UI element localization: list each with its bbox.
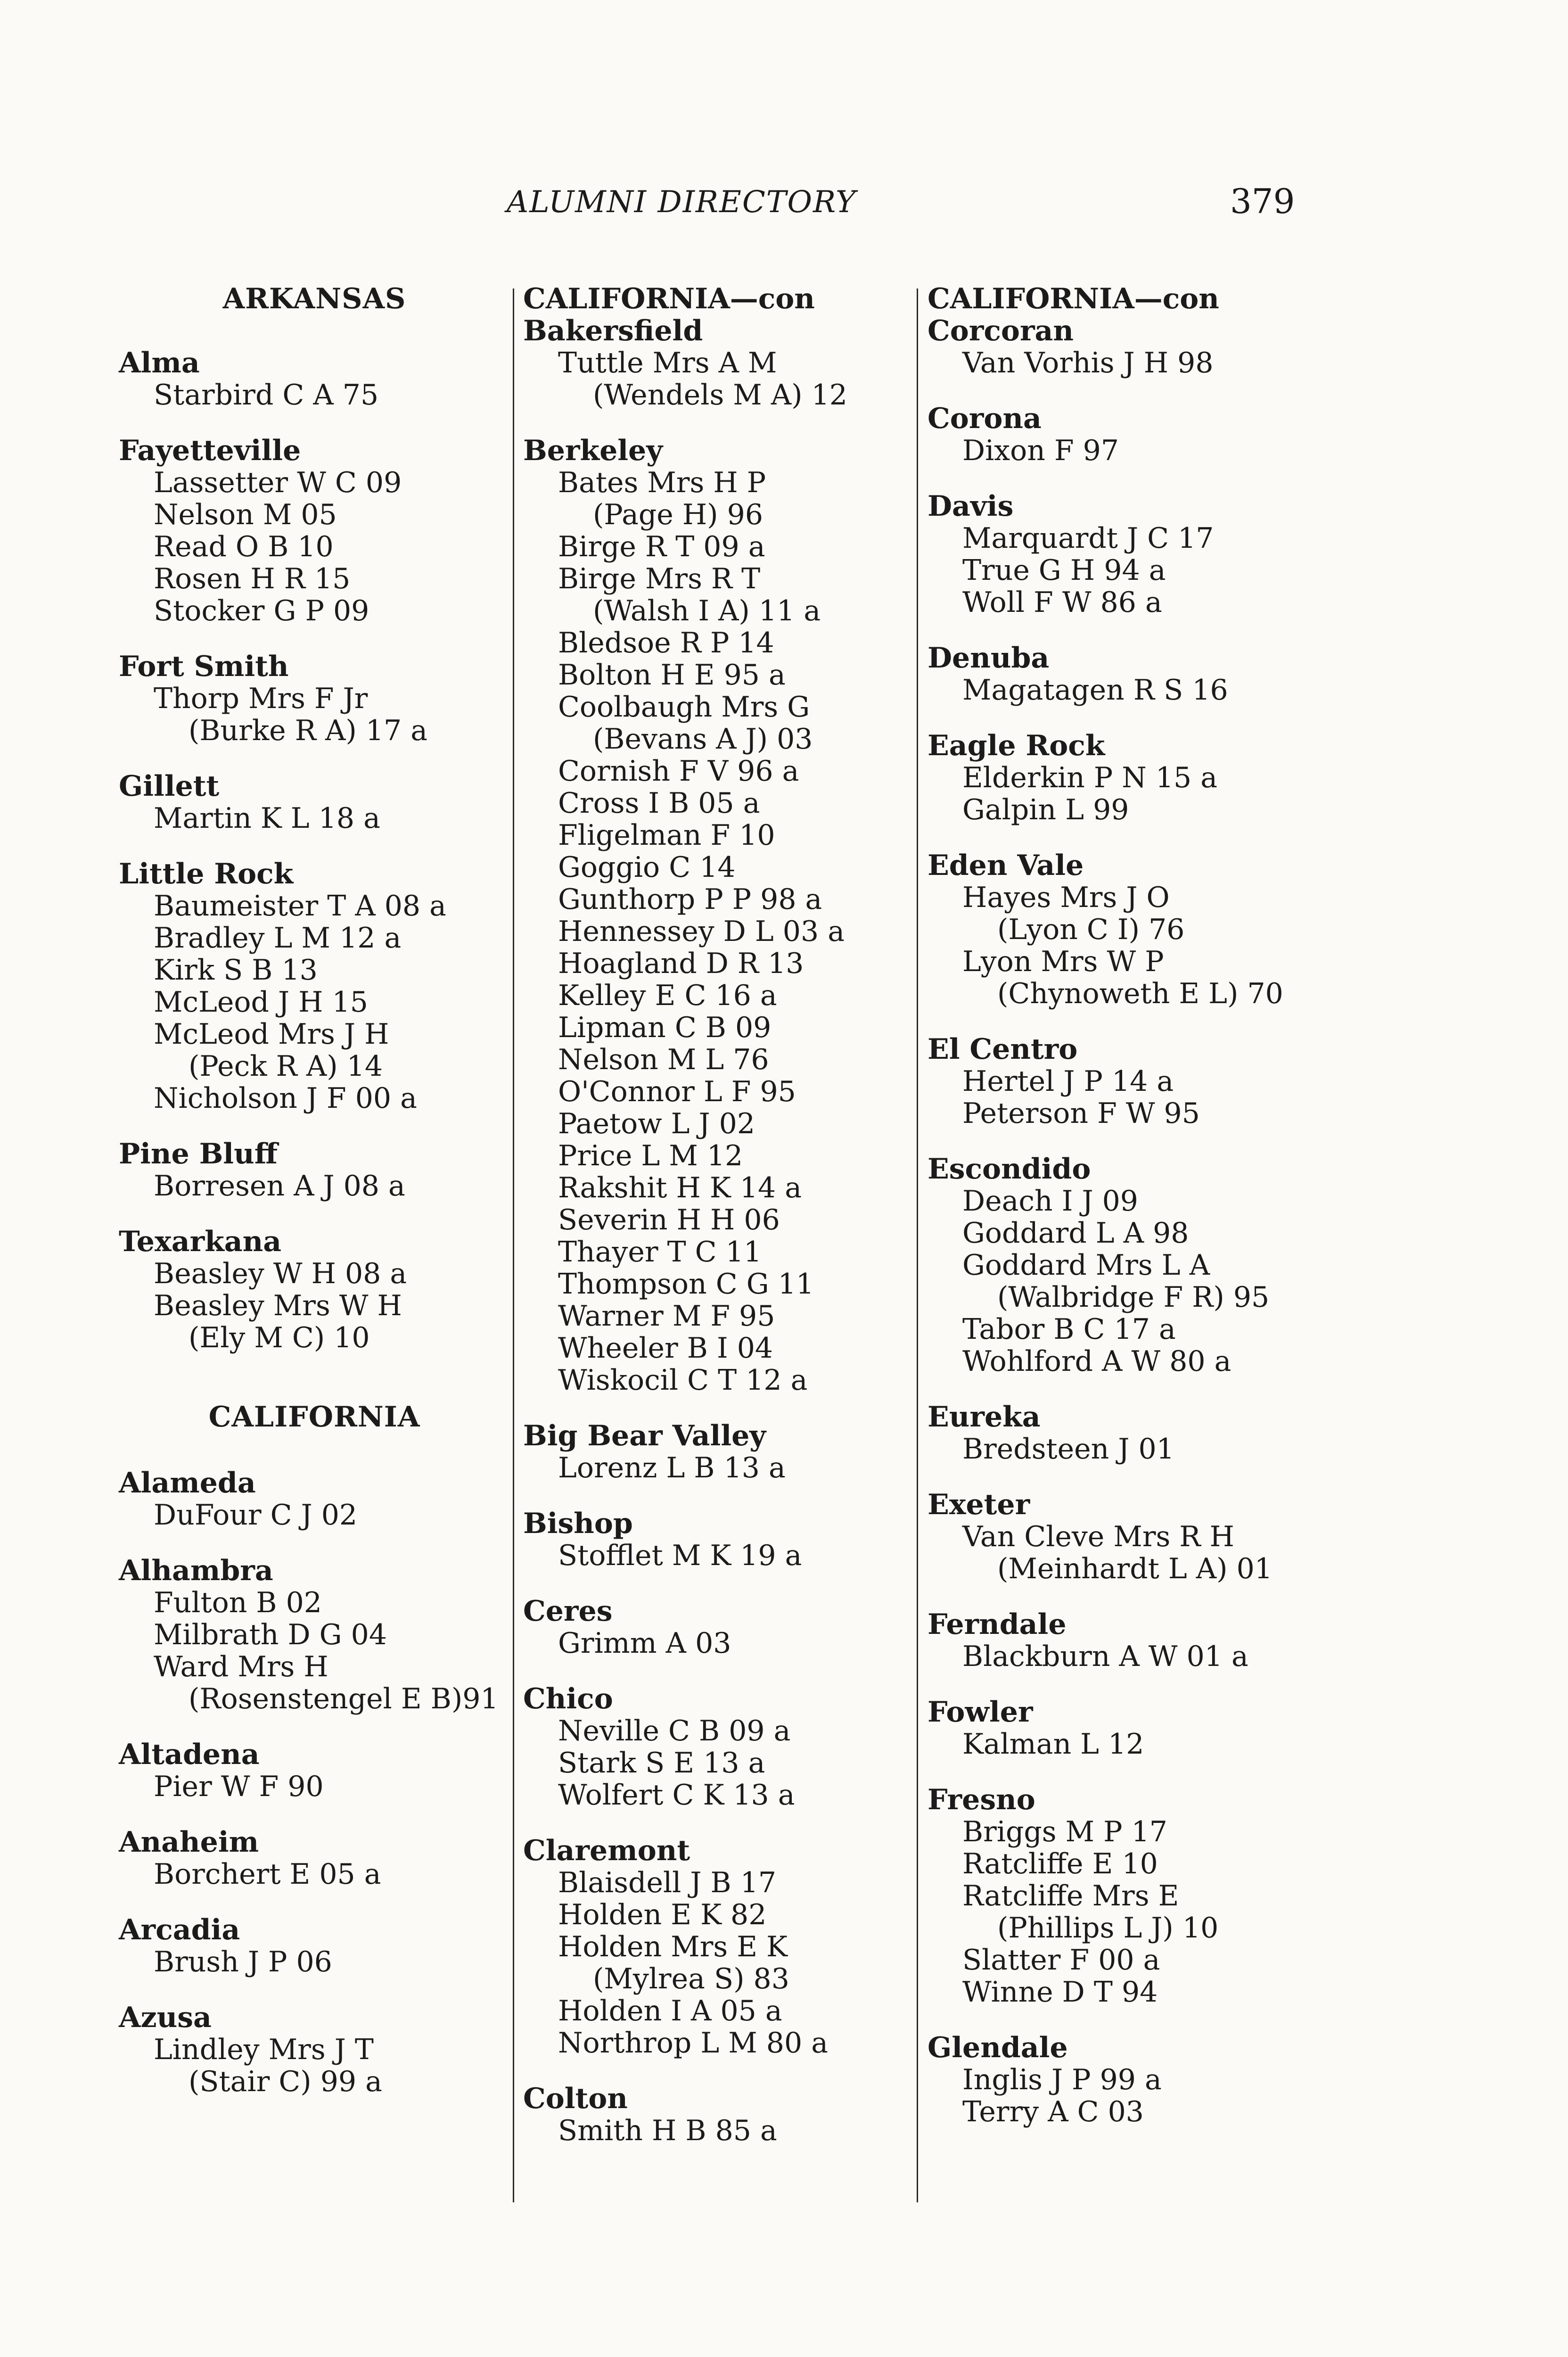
entry-maiden-name: (Phillips L J) 10	[997, 1912, 1219, 1945]
city-block	[119, 1467, 510, 1531]
city-name: Ferndale	[928, 1608, 1067, 1641]
directory-entry	[928, 1065, 1352, 1097]
directory-entry	[523, 2115, 910, 2147]
directory-entry	[119, 563, 510, 595]
entry-name: Holden I A 05 a	[558, 1994, 782, 2027]
city-name: Fort Smith	[119, 650, 289, 683]
city-name: Texarkana	[119, 1225, 282, 1258]
city-block	[119, 1555, 510, 1715]
entry-name: Gunthorp P P 98 a	[558, 883, 822, 916]
directory-column-3	[928, 283, 1352, 2151]
entry-name: Severin H H 06	[558, 1203, 780, 1236]
directory-entry	[928, 1728, 1352, 1760]
entry-name: Kirk S B 13	[154, 954, 318, 987]
directory-entry	[523, 1747, 910, 1779]
directory-entry	[523, 1452, 910, 1484]
city-block	[119, 347, 510, 411]
city-block	[119, 858, 510, 1114]
directory-entry	[928, 1433, 1352, 1465]
directory-entry	[523, 1715, 910, 1747]
city-block	[119, 1914, 510, 1978]
directory-entry	[928, 1313, 1352, 1345]
directory-entry	[928, 1185, 1352, 1217]
directory-entry	[928, 674, 1352, 706]
entry-name: Blaisdell J B 17	[558, 1866, 777, 1899]
city-name: Exeter	[928, 1488, 1030, 1521]
entry-name: Fulton B 02	[154, 1586, 322, 1619]
entry-name: Nelson M 05	[154, 498, 337, 531]
entry-maiden-name: (Ely M C) 10	[189, 1321, 370, 1354]
entry-maiden-name: (Bevans A J) 03	[593, 723, 813, 756]
entry-name: Deach I J 09	[962, 1185, 1138, 1218]
entry-name: Borchert E 05 a	[154, 1858, 381, 1891]
entry-name: Lipman C B 09	[558, 1011, 772, 1044]
directory-entry	[523, 1332, 910, 1364]
entry-name: Lassetter W C 09	[154, 466, 402, 499]
entry-maiden-name: (Walbridge F R) 95	[997, 1281, 1270, 1314]
directory-entry	[523, 915, 910, 948]
entry-maiden-name: (Mylrea S) 83	[593, 1962, 789, 1995]
directory-entry	[119, 986, 510, 1018]
entry-name: Marquardt J C 17	[962, 522, 1214, 555]
city-block	[928, 730, 1352, 826]
directory-entry	[523, 531, 910, 563]
directory-entry	[119, 954, 510, 986]
entry-name: Brush J P 06	[154, 1945, 332, 1978]
directory-entry	[928, 2096, 1352, 2128]
entry-name: Martin K L 18 a	[154, 802, 380, 835]
city-block	[928, 1153, 1352, 1377]
city-block	[928, 1784, 1352, 2008]
entry-maiden-name: (Rosenstengel E B)91	[189, 1682, 499, 1715]
city-block	[928, 1489, 1352, 1585]
entry-name: Stofflet M K 19 a	[558, 1539, 802, 1572]
city-name: Eureka	[928, 1401, 1041, 1434]
directory-entry	[928, 946, 1352, 1010]
directory-entry	[928, 1816, 1352, 1848]
city-block	[523, 1595, 910, 1659]
directory-entry	[523, 1364, 910, 1396]
directory-entry	[119, 890, 510, 922]
entry-name: Lorenz L B 13 a	[558, 1451, 786, 1484]
entry-name: Read O B 10	[154, 530, 334, 563]
column-divider	[917, 288, 918, 2202]
directory-entry	[119, 1290, 510, 1354]
entry-maiden-name: (Peck R A) 14	[189, 1050, 383, 1083]
directory-entry	[119, 499, 510, 531]
entry-name: Tuttle Mrs A M	[558, 346, 777, 379]
directory-entry	[928, 1249, 1352, 1313]
directory-entry	[523, 691, 910, 755]
entry-name: Van Vorhis J H 98	[962, 346, 1214, 379]
entry-name: Beasley W H 08 a	[154, 1257, 407, 1290]
city-block	[928, 490, 1352, 618]
directory-entry	[119, 1651, 510, 1715]
entry-name: Bradley L M 12 a	[154, 922, 402, 955]
city-block	[523, 315, 910, 411]
directory-entry	[523, 1204, 910, 1236]
entry-name: True G H 94 a	[962, 554, 1166, 587]
directory-entry	[523, 1931, 910, 1995]
entry-name: Thayer T C 11	[558, 1236, 762, 1269]
entry-name: Rosen H R 15	[154, 562, 351, 595]
entry-name: Rakshit H K 14 a	[558, 1171, 802, 1204]
directory-entry	[523, 2027, 910, 2059]
city-name: Fresno	[928, 1783, 1035, 1816]
entry-name: Beasley Mrs W H	[154, 1289, 402, 1322]
directory-entry	[523, 1012, 910, 1044]
city-name: Glendale	[928, 2031, 1068, 2064]
entry-name: Lyon Mrs W P	[962, 945, 1164, 978]
city-block	[523, 2083, 910, 2147]
directory-entry	[523, 948, 910, 980]
entry-name: Winne D T 94	[962, 1976, 1158, 2009]
city-name: Bishop	[523, 1507, 633, 1540]
entry-name: Blackburn A W 01 a	[962, 1640, 1248, 1673]
entry-name: Wohlford A W 80 a	[962, 1345, 1231, 1378]
entry-name: Price L M 12	[558, 1139, 743, 1172]
entry-name: Bolton H E 95 a	[558, 659, 786, 692]
directory-entry	[119, 1170, 510, 1202]
city-name: Arcadia	[119, 1913, 240, 1946]
directory-entry	[928, 1217, 1352, 1249]
city-block	[119, 1739, 510, 1803]
city-block	[119, 1138, 510, 1202]
city-block	[523, 1508, 910, 1572]
city-name: Eagle Rock	[928, 729, 1105, 762]
directory-entry	[523, 1540, 910, 1572]
entry-name: Stark S E 13 a	[558, 1747, 765, 1780]
entry-name: Thompson C G 11	[558, 1268, 814, 1301]
city-name: Corona	[928, 402, 1042, 435]
directory-entry	[928, 1640, 1352, 1673]
city-name: Ceres	[523, 1595, 613, 1628]
directory-entry	[928, 762, 1352, 794]
directory-entry	[523, 467, 910, 531]
entry-maiden-name: (Walsh I A) 11 a	[593, 594, 821, 627]
directory-entry	[523, 883, 910, 915]
directory-entry	[119, 1258, 510, 1290]
entry-name: Cornish F V 96 a	[558, 755, 799, 788]
directory-entry	[928, 1097, 1352, 1129]
entry-name: Milbrath D G 04	[154, 1618, 387, 1651]
entry-name: McLeod J H 15	[154, 986, 368, 1019]
entry-name: Dixon F 97	[962, 434, 1119, 467]
entry-name: Borresen A J 08 a	[154, 1170, 405, 1203]
entry-name: Wiskocil C T 12 a	[558, 1364, 808, 1397]
city-name: El Centro	[928, 1033, 1078, 1066]
directory-entry	[523, 1867, 910, 1899]
entry-name: Nicholson J F 00 a	[154, 1082, 417, 1115]
city-block	[928, 1033, 1352, 1129]
entry-name: Briggs M P 17	[962, 1815, 1167, 1848]
entry-name: Lindley Mrs J T	[154, 2033, 374, 2066]
entry-name: Wheeler B I 04	[558, 1332, 773, 1365]
directory-entry	[523, 1300, 910, 1332]
directory-column-2	[523, 283, 910, 2170]
directory-entry	[928, 347, 1352, 379]
entry-name: Nelson M L 76	[558, 1043, 769, 1076]
entry-name: Ratcliffe E 10	[962, 1847, 1158, 1880]
entry-name: Ratcliffe Mrs E	[962, 1879, 1179, 1912]
directory-entry	[928, 882, 1352, 946]
city-name: Alhambra	[119, 1554, 273, 1587]
entry-maiden-name: (Lyon C I) 76	[997, 913, 1185, 946]
page-number: 379	[1230, 181, 1295, 221]
city-name: Bakersfield	[523, 314, 703, 347]
city-block	[119, 1226, 510, 1354]
entry-name: Grimm A 03	[558, 1627, 731, 1660]
entry-name: Starbird C A 75	[154, 379, 379, 412]
entry-name: Kalman L 12	[962, 1728, 1144, 1761]
city-name: Little Rock	[119, 857, 294, 890]
directory-entry	[928, 1345, 1352, 1377]
directory-entry	[523, 659, 910, 691]
city-name: Escondido	[928, 1153, 1091, 1186]
directory-entry	[523, 347, 910, 411]
entry-name: Terry A C 03	[962, 2095, 1144, 2128]
city-name: Gillett	[119, 770, 220, 803]
directory-entry	[119, 467, 510, 499]
city-name: Fayetteville	[119, 434, 301, 467]
directory-entry	[523, 1076, 910, 1108]
city-name: Eden Vale	[928, 849, 1084, 882]
city-name: Azusa	[119, 2001, 212, 2034]
state-heading: CALIFORNIA	[208, 1401, 420, 1434]
directory-entry	[523, 1899, 910, 1931]
city-block	[523, 1420, 910, 1484]
entry-name: Stocker G P 09	[154, 594, 369, 627]
city-block	[119, 2002, 510, 2098]
city-block	[523, 1683, 910, 1811]
entry-name: Inglis J P 99 a	[962, 2063, 1162, 2096]
city-block	[928, 1401, 1352, 1465]
column-divider	[513, 288, 514, 2202]
entry-name: Warner M F 95	[558, 1300, 775, 1333]
entry-maiden-name: (Stair C) 99 a	[189, 2065, 382, 2098]
city-block	[928, 642, 1352, 706]
directory-entry	[523, 1140, 910, 1172]
entry-name: Tabor B C 17 a	[962, 1313, 1176, 1346]
city-block	[928, 1696, 1352, 1760]
directory-entry	[523, 755, 910, 787]
entry-name: McLeod Mrs J H	[154, 1018, 389, 1051]
entry-name: Paetow L J 02	[558, 1107, 755, 1140]
entry-name: Hoagland D R 13	[558, 947, 804, 980]
directory-entry	[523, 851, 910, 883]
entry-maiden-name: (Wendels M A) 12	[593, 379, 847, 412]
entry-name: Pier W F 90	[154, 1770, 324, 1803]
directory-entry	[523, 1995, 910, 2027]
state-heading: ARKANSAS	[222, 282, 406, 315]
entry-name: Slatter F 00 a	[962, 1944, 1160, 1977]
directory-entry	[523, 1236, 910, 1268]
directory-entry	[119, 1082, 510, 1114]
city-name: Altadena	[119, 1738, 260, 1771]
entry-name: Kelley E C 16 a	[558, 979, 777, 1012]
directory-entry	[928, 435, 1352, 467]
entry-name: Holden E K 82	[558, 1898, 767, 1931]
directory-entry	[119, 1858, 510, 1890]
city-name: Berkeley	[523, 434, 663, 467]
directory-entry	[523, 819, 910, 851]
entry-name: Goggio C 14	[558, 851, 736, 884]
entry-name: Magatagen R S 16	[962, 674, 1228, 707]
directory-entry	[928, 554, 1352, 586]
directory-entry	[928, 1521, 1352, 1585]
directory-entry	[928, 1848, 1352, 1880]
directory-entry	[119, 531, 510, 563]
city-name: Pine Bluff	[119, 1137, 278, 1170]
directory-entry	[928, 522, 1352, 554]
entry-name: Baumeister T A 08 a	[154, 890, 446, 923]
city-block	[928, 849, 1352, 1010]
city-name: Alma	[119, 346, 200, 379]
continued-heading: CALIFORNIA—con	[928, 282, 1219, 315]
city-name: Alameda	[119, 1467, 256, 1500]
city-name: Denuba	[928, 642, 1050, 675]
directory-entry	[119, 683, 510, 747]
entry-name: Bates Mrs H P	[558, 466, 766, 499]
directory-entry	[119, 379, 510, 411]
entry-name: Birge R T 09 a	[558, 530, 765, 563]
entry-name: Wolfert C K 13 a	[558, 1779, 795, 1812]
city-block	[119, 770, 510, 834]
directory-entry	[928, 2064, 1352, 2096]
city-name: Colton	[523, 2082, 628, 2115]
city-name: Corcoran	[928, 314, 1074, 347]
city-block	[928, 2032, 1352, 2128]
entry-name: Woll F W 86 a	[962, 586, 1162, 619]
entry-name: Neville C B 09 a	[558, 1714, 791, 1747]
directory-entry	[928, 1880, 1352, 1944]
entry-name: Smith H B 85 a	[558, 2114, 777, 2147]
entry-name: Hennessey D L 03 a	[558, 915, 845, 948]
entry-name: Van Cleve Mrs R H	[962, 1520, 1234, 1553]
directory-entry	[119, 922, 510, 954]
directory-entry	[523, 1108, 910, 1140]
directory-entry	[523, 563, 910, 627]
entry-name: Ward Mrs H	[154, 1650, 328, 1683]
entry-name: Hayes Mrs J O	[962, 881, 1170, 914]
directory-entry	[119, 1619, 510, 1651]
entry-name: Goddard L A 98	[962, 1217, 1189, 1250]
city-block	[928, 403, 1352, 467]
entry-name: O'Connor L F 95	[558, 1075, 796, 1108]
city-name: Anaheim	[119, 1826, 259, 1859]
directory-entry	[523, 1268, 910, 1300]
city-block	[119, 1826, 510, 1890]
city-block	[523, 1835, 910, 2059]
entry-maiden-name: (Meinhardt L A) 01	[997, 1552, 1272, 1585]
city-block	[928, 315, 1352, 379]
city-block	[119, 651, 510, 747]
entry-name: Northrop L M 80 a	[558, 2027, 828, 2060]
entry-name: Coolbaugh Mrs G	[558, 691, 810, 724]
entry-name: Fligelman F 10	[558, 819, 775, 852]
directory-entry	[119, 1018, 510, 1082]
city-name: Davis	[928, 490, 1014, 523]
directory-entry	[523, 980, 910, 1012]
directory-entry	[119, 2034, 510, 2098]
directory-entry	[928, 1944, 1352, 1976]
entry-maiden-name: (Burke R A) 17 a	[189, 714, 428, 747]
city-name: Fowler	[928, 1696, 1033, 1729]
city-name: Big Bear Valley	[523, 1419, 766, 1452]
directory-column-1	[119, 283, 510, 2121]
directory-entry	[119, 1771, 510, 1803]
directory-entry	[119, 595, 510, 627]
entry-name: Goddard Mrs L A	[962, 1249, 1210, 1282]
directory-entry	[119, 802, 510, 834]
city-block	[119, 435, 510, 627]
city-name: Claremont	[523, 1834, 690, 1867]
entry-name: Bredsteen J 01	[962, 1433, 1174, 1466]
city-block	[523, 435, 910, 1396]
city-block	[928, 1608, 1352, 1673]
entry-maiden-name: (Chynoweth E L) 70	[997, 977, 1283, 1010]
entry-name: Holden Mrs E K	[558, 1930, 788, 1963]
entry-name: DuFour C J 02	[154, 1499, 358, 1532]
directory-entry	[523, 1044, 910, 1076]
entry-name: Birge Mrs R T	[558, 562, 761, 595]
directory-entry	[523, 627, 910, 659]
directory-entry	[119, 1499, 510, 1531]
directory-entry	[928, 586, 1352, 618]
page-title: ALUMNI DIRECTORY	[507, 185, 857, 220]
directory-entry	[928, 1976, 1352, 2008]
entry-name: Cross I B 05 a	[558, 787, 760, 820]
entry-name: Peterson F W 95	[962, 1097, 1200, 1130]
entry-name: Thorp Mrs F Jr	[154, 682, 368, 715]
entry-name: Bledsoe R P 14	[558, 626, 774, 659]
entry-name: Galpin L 99	[962, 793, 1129, 826]
entry-name: Hertel J P 14 a	[962, 1065, 1174, 1098]
directory-entry	[523, 1172, 910, 1204]
entry-name: Elderkin P N 15 a	[962, 761, 1218, 794]
directory-entry	[523, 1779, 910, 1811]
directory-entry	[523, 787, 910, 819]
entry-maiden-name: (Page H) 96	[593, 498, 763, 531]
city-name: Chico	[523, 1682, 613, 1715]
directory-entry	[928, 794, 1352, 826]
directory-entry	[119, 1587, 510, 1619]
continued-heading: CALIFORNIA—con	[523, 282, 815, 315]
directory-entry	[119, 1946, 510, 1978]
directory-entry	[523, 1627, 910, 1659]
